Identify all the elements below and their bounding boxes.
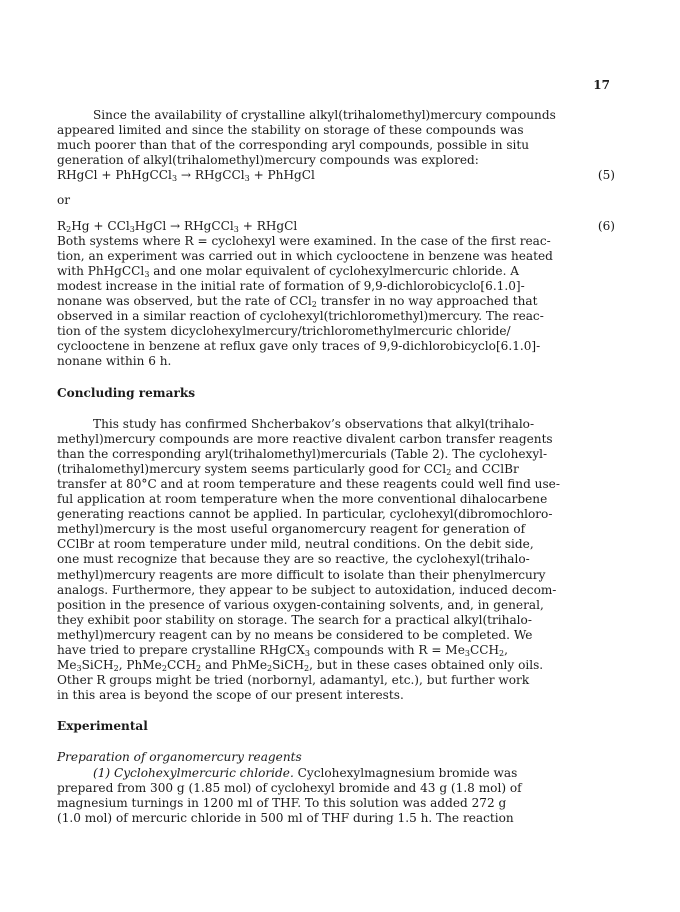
text-line: (trihalomethyl)mercury system seems particularly good for CCl$_2$ and CClBr: [57, 461, 519, 477]
text-line: one must recognize that because they are so reactive, the cyclohexyl(trihalo-: [57, 552, 530, 567]
text-line: analogs. Furthermore, they appear to be subject to autoxidation, induced decom-: [57, 582, 557, 597]
text-line: methyl)mercury is the most useful organomercury reagent for generation of: [57, 522, 526, 537]
text-line: Other R groups might be tried (norbornyl, adamantyl, etc.), but further work: [57, 673, 530, 688]
text-line: methyl)mercury reagents are more difficult to isolate than their phenylmercury: [57, 567, 546, 582]
equation-number: (5): [597, 168, 615, 183]
subsection-heading: Preparation of organomercury reagents: [57, 750, 302, 765]
text-line: than the corresponding aryl(trihalomethyl)mercurials (Table 2). The cyclohexyl-: [57, 446, 548, 461]
paragraph-concluding: [57, 417, 623, 704]
equation-expression: RHgCl + PhHgCCl$_3$ → RHgCCl$_3$ + PhHgCl: [57, 168, 315, 184]
text-line: $Me_3SiCH_2$, $PhMe_2CCH_2$ and PhMe$_2$SiCH$_2$, but in these cases obtained only oils.: [57, 658, 544, 674]
text-line: methyl)mercury reagent can by no means be considered to be completed. We: [57, 627, 533, 642]
text-line: cyclooctene in benzene at reflux gave only traces of 9,9-dichlorobicyclo[6.1.0]-: [57, 339, 541, 354]
equation-5: [57, 168, 623, 183]
text-line: with PhHgCCl$_3$ and one molar equivalent of cyclohexylmercuric chloride. A: [57, 263, 519, 279]
or-connector: or: [57, 193, 71, 208]
text-line: generation of alkyl(trihalomethyl)mercury compounds was explored:: [57, 153, 479, 168]
text-line: prepared from 300 g (1.85 mol) of cyclohexyl bromide and 43 g (1.8 mol) of: [57, 780, 522, 795]
text-line: Both systems where R = cyclohexyl were examined. In the case of the first reac-: [57, 233, 551, 248]
text-line: have tried to prepare crystalline RHgCX$_3$ compounds with $R = Me_3CCH_2$,: [57, 643, 508, 658]
text-line: nonane was observed, but the rate of CCl$_2$ transfer in no way approached that: [57, 294, 538, 310]
text-line: observed in a similar reaction of cyclohexyl(trichloromethyl)mercury. The reac-: [57, 309, 544, 324]
text-line: CClBr at room temperature under mild, neutral conditions. On the debit side,: [57, 537, 534, 552]
equation-number: (6): [597, 218, 615, 233]
text-line: they exhibit poor stability on storage. The search for a practical alkyl(trihalo-: [57, 612, 532, 627]
paragraph-intro: [57, 108, 623, 168]
text-line: transfer at 80°C and at room temperature and these reagents could well find use-: [57, 476, 560, 491]
text-line: This study has confirmed Shcherbakov’s observations that alkyl(trihalo-: [93, 416, 535, 431]
section-heading-experimental: Experimental: [57, 719, 148, 734]
text-line: generating reactions cannot be applied. In particular, cyclohexyl(dibromochloro-: [57, 507, 553, 522]
text-line: tion of the system dicyclohexylmercury/trichloromethylmercuric chloride/: [57, 324, 511, 339]
text-line: position in the presence of various oxygen-containing solvents, and, in general,: [57, 597, 544, 612]
text-line: appeared limited and since the stability on storage of these compounds was: [57, 123, 524, 138]
text-line: much poorer than that of the corresponding aryl compounds, possible in situ: [57, 138, 530, 153]
text-line: nonane within 6 h.: [57, 354, 172, 369]
text-line: modest increase in the initial rate of formation of 9,9-dichlorobicyclo[6.1.0]-: [57, 278, 525, 293]
text-line: tion, an experiment was carried out in which cyclooctene in benzene was heated: [57, 248, 553, 263]
page-number: 17: [593, 78, 610, 92]
paragraph-experimental: [57, 766, 623, 826]
paragraph-systems: [57, 234, 623, 370]
section-heading-concluding: Concluding remarks: [57, 385, 196, 400]
text-line: (1.0 mol) of mercuric chloride in 500 ml of THF during 1.5 h. The reaction: [57, 810, 514, 825]
page-body: [57, 108, 623, 826]
procedure-label: (1) Cyclohexylmercuric chloride.: [93, 765, 294, 780]
text-line: Since the availability of crystalline alkyl(trihalomethyl)mercury compounds: [93, 108, 556, 122]
text-line: methyl)mercury compounds are more reactive divalent carbon transfer reagents: [57, 431, 553, 446]
text-line: ful application at room temperature when the more conventional dihalocarbene: [57, 492, 548, 507]
text-line: (1) Cyclohexylmercuric chloride. Cyclohexylmagnesium bromide was: [93, 765, 518, 780]
text-line: in this area is beyond the scope of our present interests.: [57, 688, 404, 703]
equation-expression: $R_2Hg$ + CCl$_3$HgCl → RHgCCl$_3$ + RHgCl: [57, 218, 298, 234]
text-line: magnesium turnings in 1200 ml of THF. To this solution was added 272 g: [57, 795, 507, 810]
equation-6: [57, 219, 623, 234]
